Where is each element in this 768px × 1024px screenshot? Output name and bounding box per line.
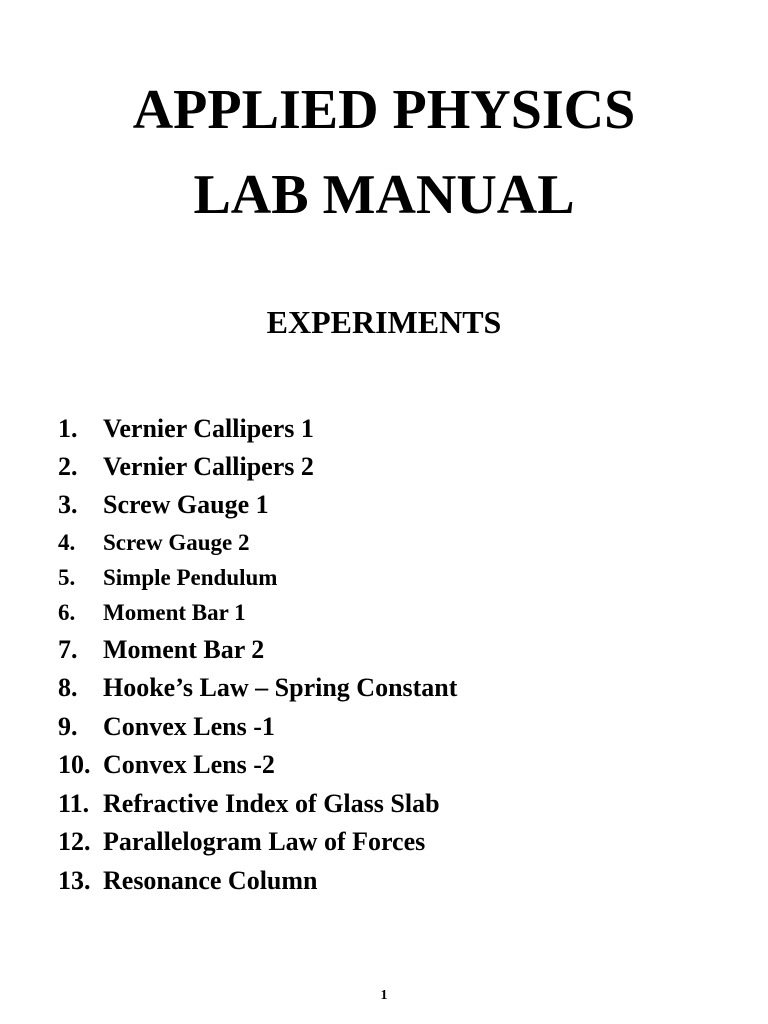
experiment-number: 7. [58,635,78,664]
experiment-number: 12. [58,827,91,856]
experiment-name: Simple Pendulum [103,565,278,590]
experiment-number: 4. [58,530,76,555]
experiment-name: Moment Bar 2 [103,635,265,664]
experiment-number: 5. [58,565,76,590]
experiment-name: Screw Gauge 1 [103,490,269,519]
experiment-name: Convex Lens -1 [103,712,275,741]
experiment-name: Refractive Index of Glass Slab [103,789,440,818]
experiment-number: 6. [58,600,76,625]
experiment-number: 8. [58,673,78,702]
experiment-name: Parallelogram Law of Forces [103,827,426,856]
experiment-name: Moment Bar 1 [103,600,246,625]
experiment-name: Vernier Callipers 1 [103,414,314,443]
page-number: 1 [380,988,388,1003]
experiment-name: Screw Gauge 2 [103,530,250,555]
experiment-name: Hooke’s Law – Spring Constant [103,673,458,702]
title-line-2: LAB MANUAL [193,164,575,226]
experiment-number: 3. [58,490,78,519]
experiment-number: 2. [58,452,78,481]
experiments-heading: EXPERIMENTS [266,304,502,340]
experiment-number: 10. [58,750,91,779]
experiment-number: 1. [58,414,78,443]
experiment-name: Vernier Callipers 2 [103,452,314,481]
experiment-name: Resonance Column [103,866,318,895]
experiment-name: Convex Lens -2 [103,750,275,779]
experiment-number: 13. [58,866,91,895]
experiment-number: 9. [58,712,78,741]
title-line-1: APPLIED PHYSICS [132,79,636,141]
experiment-number: 11. [58,789,90,818]
